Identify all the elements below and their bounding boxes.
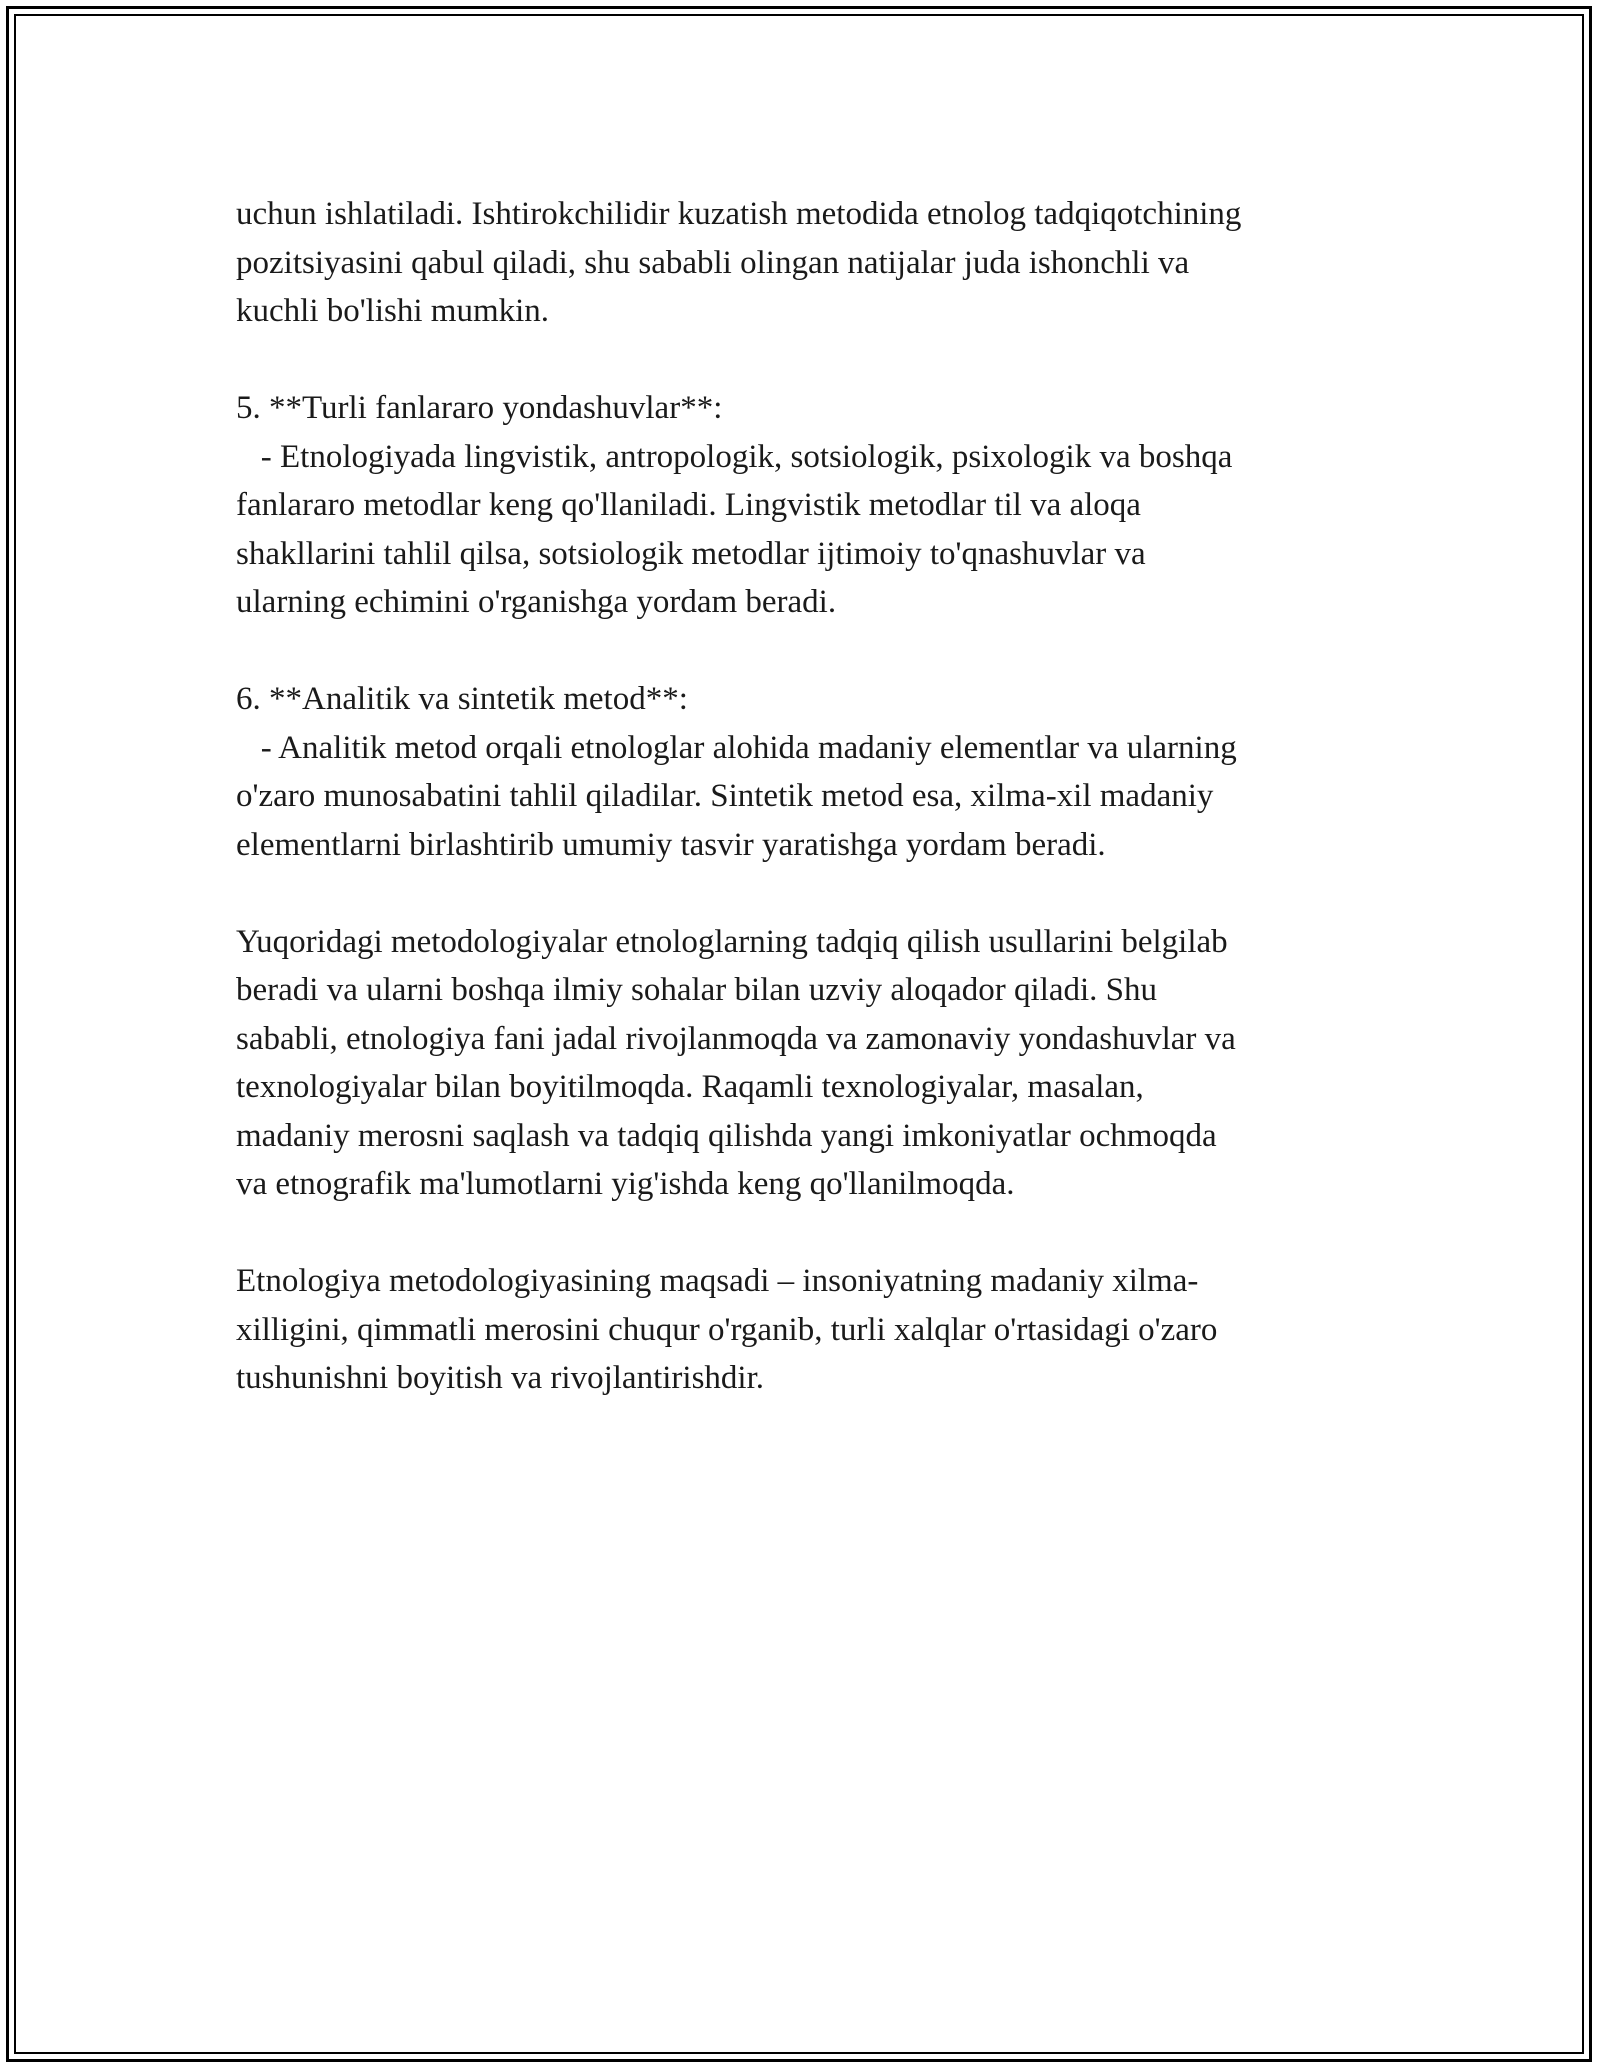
paragraph-analytic-synthetic-method: 6. **Analitik va sintetik metod**: - Analitik metod orqali etnologlar alohida madaniy elementlar va ularning o'zaro munosabatini tahlil qiladilar. Sintetik metod esa, xilma-xil madaniy elementlarni birlashtirib umumiy tasvir yaratishga yordam beradi. (236, 681, 1237, 863)
paragraph-methodology-goal: Etnologiya metodologiyasining maqsadi – insoniyatning madaniy xilma- xilligini, qimmatli merosini chuqur o'rganib, turli xalqlar o'rtasidagi o'zaro tushunishni boyitish va rivojlantirishdir. (236, 1263, 1218, 1396)
paragraph-observation-continued: uchun ishlatiladi. Ishtirokchilidir kuzatish metodida etnolog tadqiqotchining pozitsiyasini qabul qiladi, shu sababli olingan natijalar juda ishonchli va kuchli bo'lishi mumkin. (236, 196, 1242, 329)
paragraph-methodology-summary: Yuqoridagi metodologiyalar etnologlarning tadqiq qilish usullarini belgilab beradi va ularni boshqa ilmiy sohalar bilan uzviy aloqador qiladi. Shu sababli, etnologiya fani jadal rivojlanmoqda va zamonaviy yondashuvlar va texnologiyalar bilan boyitilmoqda. Raqamli texnologiyalar, masalan, madaniy merosni saqlash va tadqiq qilishda yangi imkoniyatlar ochmoqda va etnografik ma'lumotlarni yig'ishda keng qo'llanilmoqda. (236, 923, 1236, 1202)
document-body (236, 190, 1366, 1403)
paragraph-interdisciplinary-approaches: 5. **Turli fanlararo yondashuvlar**: - Etnologiyada lingvistik, antropologik, sotsiologik, psixologik va boshqa fanlararo metodlar keng qo'llaniladi. Lingvistik metodlar til va aloqa shakllarini tahlil qilsa, sotsiologik metodlar ijtimoiy to'qnashuvlar va ularning echimini o'rganishga yordam beradi. (236, 390, 1233, 620)
